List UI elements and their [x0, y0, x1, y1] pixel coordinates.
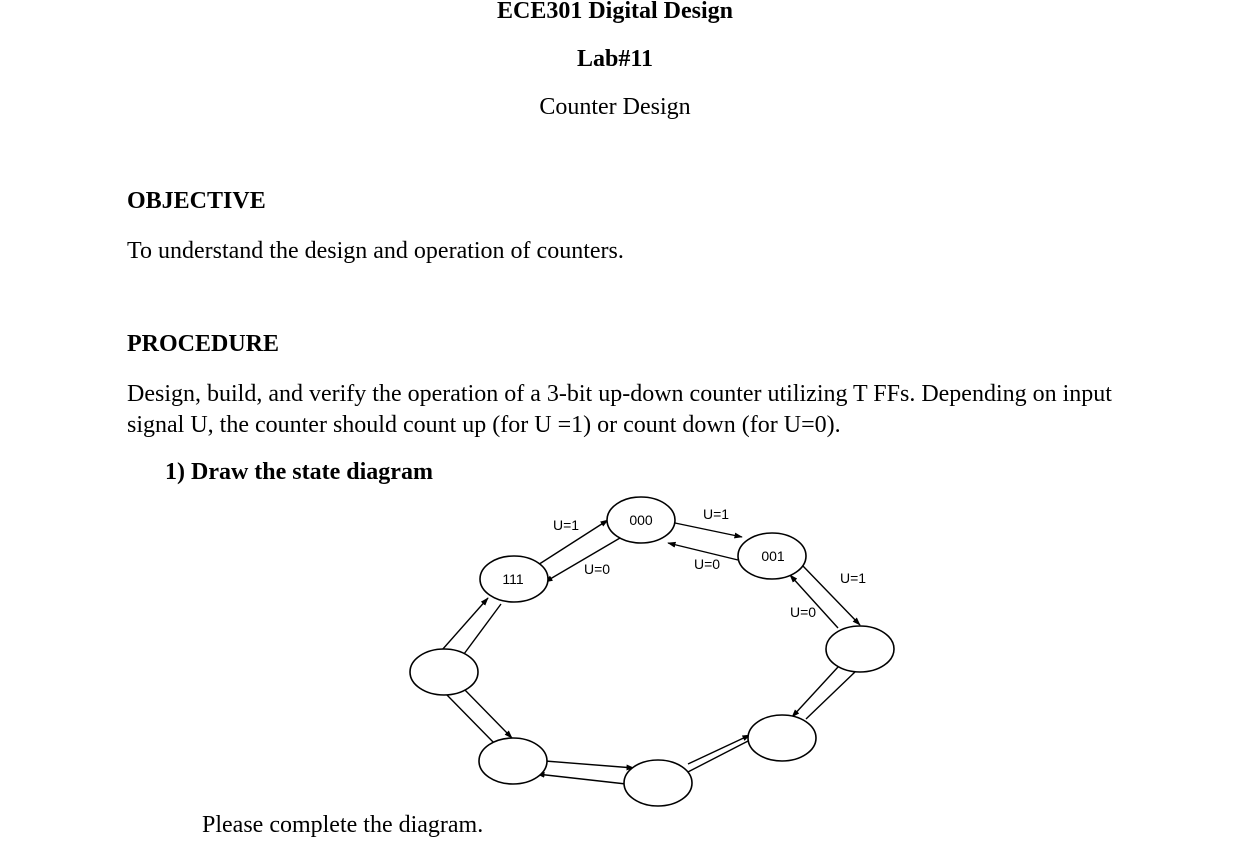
label-up-111-000: U=1: [552, 517, 580, 533]
closing-note: Please complete the diagram.: [202, 812, 484, 838]
label-up-000-001: U=1: [702, 506, 730, 522]
label-down-001-000: U=0: [693, 556, 721, 572]
transition-left-to-lowleft-a: [463, 688, 512, 738]
procedure-heading: PROCEDURE: [127, 331, 280, 357]
state-empty-lower-left: [479, 738, 547, 784]
transition-left-to-111-b: [461, 604, 501, 658]
transition-lowright-to-bottom-b: [688, 735, 750, 764]
transition-next-to-001: [790, 575, 838, 628]
state-empty-left: [410, 649, 478, 695]
label-down-next-001: U=0: [789, 604, 817, 620]
transition-lowright-to-bottom-a: [684, 740, 750, 774]
document-title: ECE301 Digital Design: [496, 0, 733, 24]
transition-left-to-111-a: [442, 598, 488, 650]
objective-heading: OBJECTIVE: [127, 188, 266, 214]
objective-text: To understand the design and operation of counters.: [127, 238, 624, 264]
transition-bottom-to-lowleft-b: [537, 774, 626, 784]
label-up-001-next: U=1: [839, 570, 867, 586]
state-empty-right: [826, 626, 894, 672]
transition-bottom-to-lowleft-a: [545, 761, 634, 768]
lab-subtitle: Counter Design: [539, 94, 691, 120]
transition-left-to-lowleft-b: [446, 694, 496, 745]
state-empty-lower-right: [748, 715, 816, 761]
state-000-label: 000: [629, 512, 653, 528]
lab-number: Lab#11: [576, 46, 654, 72]
state-empty-bottom: [624, 760, 692, 806]
step-draw-state-diagram: 1) Draw the state diagram: [165, 459, 433, 485]
procedure-text: Design, build, and verify the operation of a 3-bit up-down counter utilizing T FFs. Depending on input signal U, the counter should count up (for U =1) or count down (for U=0).: [127, 381, 1112, 438]
transition-right-to-lowright-b: [806, 671, 856, 719]
state-001-label: 001: [761, 548, 785, 564]
state-111-label: 111: [502, 571, 524, 587]
transition-000-to-001: [675, 523, 742, 537]
label-down-000-111: U=0: [583, 561, 611, 577]
